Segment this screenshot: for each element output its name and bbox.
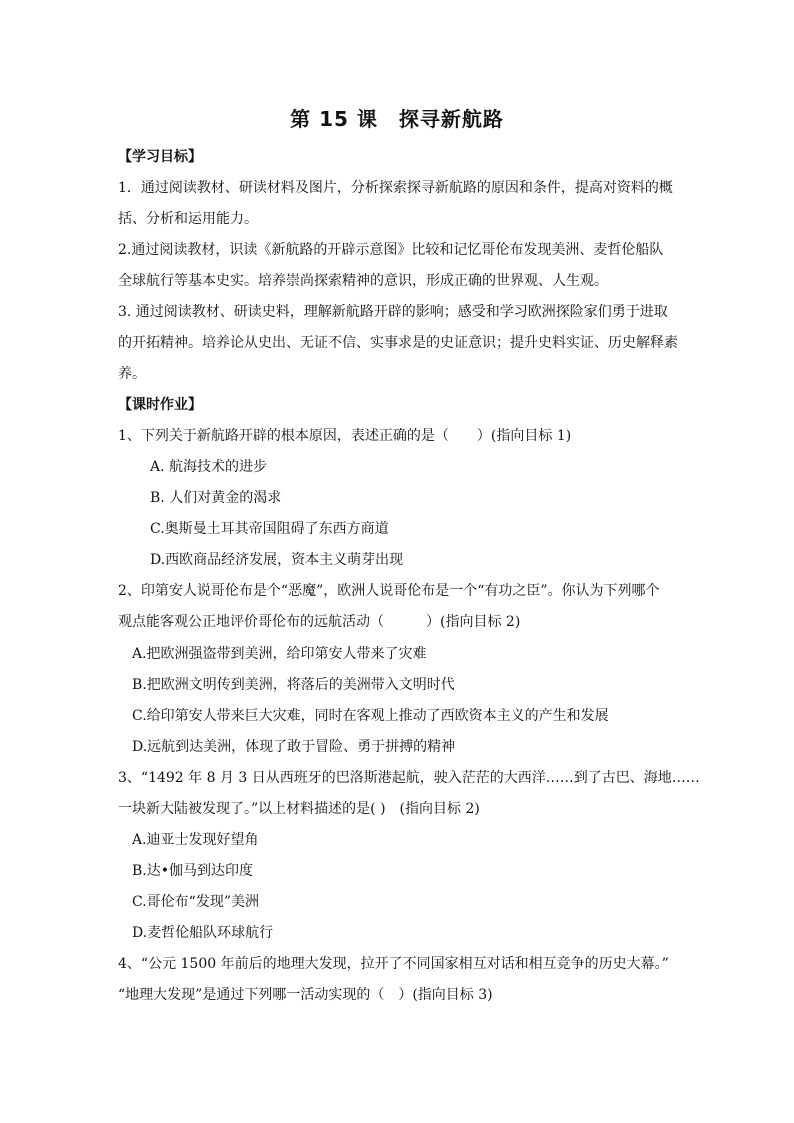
goal-line: 全球航行等基本史实。培养崇尚探索精神的意识，形成正确的世界观、人生观。 <box>118 273 608 289</box>
page-title: 第 15 课 探寻新航路 <box>290 107 504 131</box>
question-stem: “地理大发现”是通过下列哪一活动实现的（ ）(指向目标 3) <box>118 987 493 1003</box>
option-a: A.把欧洲强盗带到美洲，给印第安人带来了灾难 <box>132 646 427 662</box>
question-stem: 观点能客观公正地评价哥伦布的远航活动（ ）(指向目标 2) <box>118 614 521 630</box>
option-c: C.奥斯曼土耳其帝国阻碍了东西方商道 <box>150 521 389 537</box>
option-d: D.麦哲伦船队环球航行 <box>132 925 274 941</box>
goal-line: 的开拓精神。培养论从史出、无证不信、实事求是的史证意识；提升史料实证、历史解释素 <box>118 335 678 351</box>
question-stem: 1、下列关于新航路开辟的根本原因，表述正确的是（ ）(指向目标 1) <box>118 428 572 444</box>
question-stem: 一块新大陆被发现了。”以上材料描述的是( ) (指向目标 2) <box>118 801 480 817</box>
option-d: D.西欧商品经济发展，资本主义萌芽出现 <box>150 552 404 568</box>
option-a: A.迪亚士发现好望角 <box>132 832 259 848</box>
question-stem: 3、“1492 年 8 月 3 日从西班牙的巴洛斯港起航，驶入茫茫的大西洋……到了古巴、海地…… <box>118 770 700 786</box>
homework-heading: 【课时作业】 <box>118 397 202 413</box>
goal-line: 括、分析和运用能力。 <box>118 211 258 227</box>
option-b: B. 人们对黄金的渴求 <box>150 490 282 506</box>
option-c: C.给印第安人带来巨大灾难，同时在客观上推动了西欧资本主义的产生和发展 <box>132 708 609 724</box>
option-a: A. 航海技术的进步 <box>150 459 268 475</box>
goals-heading: 【学习目标】 <box>118 149 202 165</box>
question-stem: 4、“公元 1500 年前后的地理大发现，拉开了不同国家相互对话和相互竞争的历史大幕。” <box>118 956 669 972</box>
goal-line: 养。 <box>118 366 146 382</box>
option-c: C.哥伦布“发现”美洲 <box>132 894 259 910</box>
goal-line: 3. 通过阅读教材、研读史料，理解新航路开辟的影响；感受和学习欧洲探险家们勇于进取 <box>118 304 668 320</box>
option-d: D.远航到达美洲，体现了敢于冒险、勇于拼搏的精神 <box>132 739 456 755</box>
question-stem: 2、印第安人说哥伦布是个“恶魔”，欧洲人说哥伦布是一个“有功之臣”。你认为下列哪个 <box>118 583 660 599</box>
goal-line: 1．通过阅读教材、研读材料及图片，分析探索探寻新航路的原因和条件，提高对资料的概 <box>118 180 673 196</box>
goal-line: 2.通过阅读教材，识读《新航路的开辟示意图》比较和记忆哥伦布发现美洲、麦哲伦船队 <box>118 242 664 258</box>
option-b: B.把欧洲文明传到美洲，将落后的美洲带入文明时代 <box>132 677 455 693</box>
option-b: B.达•伽马到达印度 <box>132 863 253 879</box>
